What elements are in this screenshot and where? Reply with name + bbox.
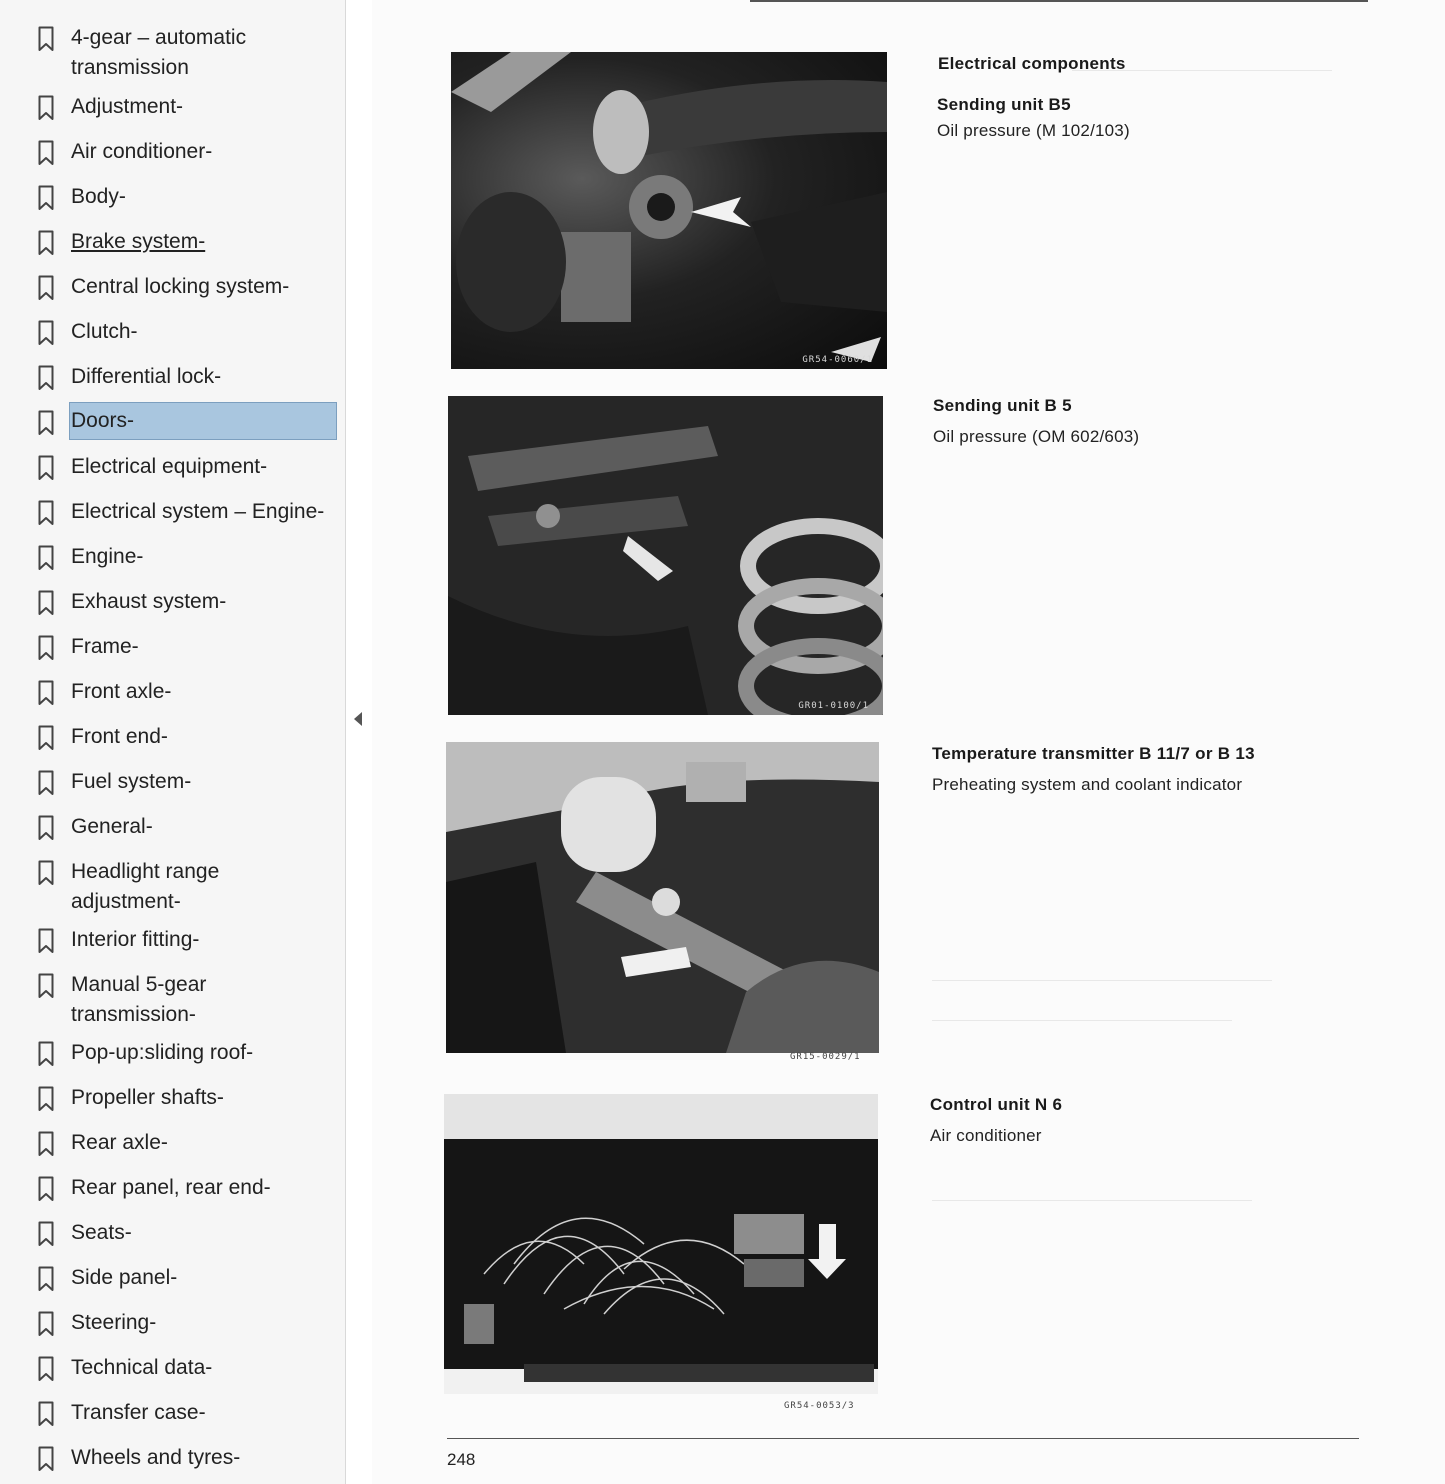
bookmark-icon	[38, 1401, 54, 1427]
bookmarks-sidebar	[0, 0, 346, 1484]
bookmark-item[interactable]	[36, 312, 338, 352]
top-rule	[750, 0, 1368, 2]
bookmark-label: Side panel-	[71, 1266, 178, 1289]
bookmark-item[interactable]	[36, 852, 338, 913]
page-number: 248	[447, 1450, 476, 1469]
bookmark-item[interactable]	[36, 965, 338, 1026]
collapse-sidebar-icon[interactable]	[354, 712, 362, 726]
bookmark-label: Differential lock-	[71, 365, 222, 388]
bookmark-label: Rear axle-	[71, 1131, 168, 1154]
bookmark-item[interactable]	[36, 672, 338, 712]
section-title: Temperature transmitter B 11/7 or B 13	[932, 744, 1255, 763]
bookmark-label: Engine-	[71, 545, 144, 568]
bookmark-label: Technical data-	[71, 1356, 213, 1379]
bookmark-label: Pop-up:sliding roof-	[71, 1041, 254, 1064]
bookmark-icon	[38, 320, 54, 346]
section-heading: Electrical components	[938, 54, 1126, 73]
bookmark-icon	[38, 635, 54, 661]
faint-bleed-line	[932, 1020, 1232, 1021]
bookmark-item[interactable]	[36, 1348, 338, 1388]
bookmark-label: Frame-	[71, 635, 139, 658]
bookmark-item[interactable]	[36, 807, 338, 847]
bookmark-item[interactable]	[36, 582, 338, 622]
section-title: Control unit N 6	[930, 1095, 1063, 1114]
section-subtitle: Oil pressure (OM 602/603)	[933, 427, 1140, 446]
bookmark-label: Electrical system – Engine-	[71, 500, 325, 523]
photo-code: GR01-0100/1	[798, 701, 869, 711]
bookmark-label: Headlight range adjustment-	[71, 860, 220, 913]
engine-photo-graphic	[451, 52, 887, 369]
bookmark-item[interactable]	[36, 267, 338, 307]
bookmark-label: Exhaust system-	[71, 590, 227, 613]
bookmark-icon	[38, 410, 54, 436]
photo-code: GR54-0060/1	[802, 355, 873, 365]
bookmark-item[interactable]	[36, 402, 338, 442]
faint-bleed-line	[932, 980, 1272, 981]
photo-code: GR54-0053/3	[784, 1401, 855, 1411]
bookmark-icon	[38, 1086, 54, 1112]
bookmark-label: Front end-	[71, 725, 168, 748]
section-subtitle: Preheating system and coolant indicator	[932, 775, 1243, 794]
bookmark-label: Air conditioner-	[71, 140, 213, 163]
photo-code: GR15-0029/1	[790, 1052, 861, 1062]
bookmark-item[interactable]	[36, 1438, 338, 1478]
bookmark-icon	[38, 770, 54, 796]
bookmark-item[interactable]	[36, 447, 338, 487]
bookmark-icon	[38, 590, 54, 616]
bookmark-icon	[38, 1041, 54, 1067]
bookmark-item[interactable]	[36, 177, 338, 217]
figure-photo-temperature-transmitter	[446, 742, 879, 1053]
bookmark-item[interactable]	[36, 627, 338, 667]
bookmark-item[interactable]	[36, 1123, 338, 1163]
bookmark-label: Electrical equipment-	[71, 455, 268, 478]
bookmark-icon	[38, 500, 54, 526]
section-subtitle: Air conditioner	[930, 1126, 1042, 1145]
bookmark-item[interactable]	[36, 357, 338, 397]
bookmark-icon	[38, 140, 54, 166]
section-subtitle: Oil pressure (M 102/103)	[937, 121, 1130, 140]
bookmark-item[interactable]	[36, 132, 338, 172]
bookmark-icon	[38, 1356, 54, 1382]
figure-photo-oil-pressure-m102	[451, 52, 887, 369]
bookmark-item[interactable]	[36, 1213, 338, 1253]
bookmark-item[interactable]	[36, 87, 338, 127]
bookmark-item[interactable]	[36, 492, 338, 532]
engine-photo-graphic	[446, 742, 879, 1053]
bookmark-icon	[38, 95, 54, 121]
bookmark-label: Transfer case-	[71, 1401, 206, 1424]
bookmark-item[interactable]	[36, 762, 338, 802]
bookmark-icon	[38, 26, 54, 52]
bookmark-label: Rear panel, rear end-	[71, 1176, 271, 1199]
bookmark-icon	[38, 365, 54, 391]
bookmark-icon	[38, 680, 54, 706]
bookmark-item[interactable]	[36, 1393, 338, 1433]
bookmark-label: 4-gear – automatic transmission	[71, 26, 247, 79]
bookmark-label: Central locking system-	[71, 275, 290, 298]
bookmark-icon	[38, 928, 54, 954]
engine-photo-graphic	[448, 396, 883, 715]
bookmark-label: General-	[71, 815, 153, 838]
bookmark-item[interactable]	[36, 717, 338, 757]
faint-bleed-line	[932, 1200, 1252, 1201]
bookmark-label: Brake system-	[71, 230, 206, 253]
figure-photo-control-unit	[444, 1094, 878, 1394]
bookmark-item[interactable]	[36, 1168, 338, 1208]
bookmark-label: Doors-	[69, 402, 337, 440]
bookmark-item[interactable]	[36, 1303, 338, 1343]
bookmark-item[interactable]	[36, 222, 338, 262]
bookmark-icon	[38, 185, 54, 211]
bookmark-item[interactable]	[36, 537, 338, 577]
bookmark-icon	[38, 275, 54, 301]
section-title: Sending unit B5	[937, 95, 1071, 114]
bookmark-icon	[38, 1131, 54, 1157]
bookmark-icon	[38, 230, 54, 256]
bookmark-label: Wheels and tyres-	[71, 1446, 241, 1469]
bookmark-icon	[38, 1266, 54, 1292]
bookmark-icon	[38, 545, 54, 571]
bookmark-icon	[38, 815, 54, 841]
bookmark-item[interactable]	[36, 1258, 338, 1298]
bookmark-label: Body-	[71, 185, 126, 208]
bookmark-label: Steering-	[71, 1311, 157, 1334]
bookmark-icon	[38, 1311, 54, 1337]
bookmark-icon	[38, 1446, 54, 1472]
bookmark-label: Manual 5-gear transmission-	[71, 973, 207, 1026]
bookmark-item[interactable]	[36, 1078, 338, 1118]
bookmark-label: Clutch-	[71, 320, 138, 343]
bookmark-item[interactable]	[36, 18, 338, 79]
bookmark-item[interactable]	[36, 1033, 338, 1073]
bookmark-icon	[38, 973, 54, 999]
bookmark-icon	[38, 1176, 54, 1202]
bookmark-label: Front axle-	[71, 680, 172, 703]
bookmark-item[interactable]	[36, 920, 338, 960]
bottom-rule	[447, 1438, 1359, 1439]
bookmark-icon	[38, 1221, 54, 1247]
bookmark-icon	[38, 725, 54, 751]
bookmark-icon	[38, 455, 54, 481]
bookmark-icon	[38, 860, 54, 886]
bookmark-label: Interior fitting-	[71, 928, 200, 951]
bookmark-label: Propeller shafts-	[71, 1086, 224, 1109]
section-title: Sending unit B 5	[933, 396, 1072, 415]
figure-photo-oil-pressure-om602	[448, 396, 883, 715]
bookmark-label: Adjustment-	[71, 95, 184, 118]
bookmark-label: Fuel system-	[71, 770, 192, 793]
engine-photo-graphic	[444, 1094, 878, 1394]
bookmark-label: Seats-	[71, 1221, 132, 1244]
